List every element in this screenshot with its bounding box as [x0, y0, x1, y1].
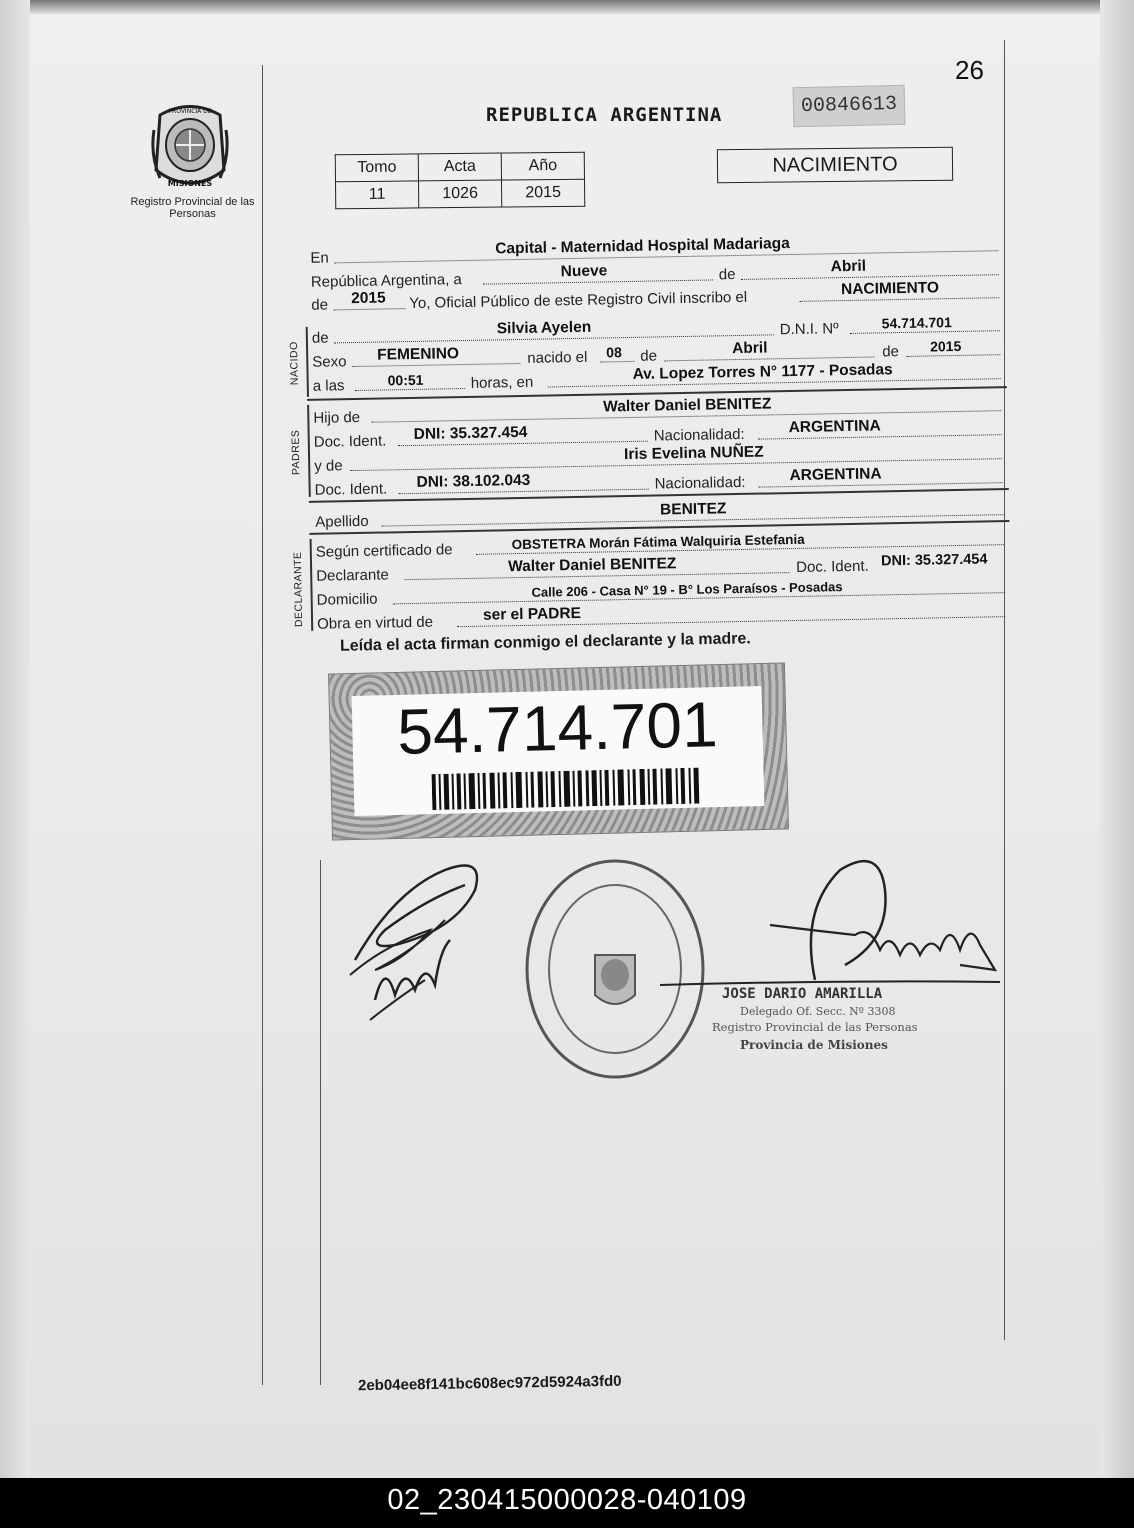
dni-value: 54.714.701 [881, 314, 952, 332]
label-yo-official: Yo, Oficial Público de este Registro Civil inscribo el [409, 288, 748, 313]
paper-edge-right [1100, 0, 1134, 1478]
footer-id: 02_230415000028-040109 [387, 1484, 747, 1516]
event-value: NACIMIENTO [840, 279, 940, 299]
label-segun: Según certificado de [315, 541, 453, 561]
footer-id-bar [0, 1478, 1134, 1528]
label-de: de [718, 266, 736, 284]
capacity-value: ser el PADRE [482, 604, 582, 624]
name-value: Silvia Ayelen [496, 318, 592, 338]
dni-sticker [328, 662, 789, 840]
dotted-line [600, 361, 634, 363]
country-title: REPUBLICA ARGENTINA [486, 104, 723, 126]
official-name: JOSE DARIO AMARILLA [722, 986, 883, 1002]
birth-record-form [287, 222, 1027, 635]
address-value: Calle 206 - Casa N° 19 - B° Los Paraísos - Posadas [531, 579, 843, 600]
label-hijo-de: Hijo de [313, 408, 361, 427]
place-value: Capital - Maternidad Hospital Madariaga [495, 235, 790, 258]
book-reference-table [335, 152, 586, 210]
birth-month-value: Abril [731, 339, 768, 358]
surname-value: BENITEZ [659, 500, 727, 519]
month-value: Abril [830, 257, 867, 276]
father-value: Walter Daniel BENITEZ [603, 395, 772, 416]
sex-value: FEMENINO [377, 345, 460, 364]
label-obra: Obra en virtud de [316, 613, 434, 633]
provincial-crest-icon [150, 100, 230, 192]
declarant-value: Walter Daniel BENITEZ [507, 555, 677, 576]
side-label-padres: PADRES [289, 429, 303, 476]
label-de-day: de [640, 347, 658, 365]
father-doc-value: DNI: 35.327.454 [413, 423, 528, 443]
birth-year-value: 2015 [930, 337, 962, 355]
official-province: Provincia de Misiones [740, 1038, 888, 1052]
father-nationality-value: ARGENTINA [788, 417, 881, 437]
mother-value: Iris Evelina NUÑEZ [623, 443, 764, 464]
svg-text:PROVINCIA DE: PROVINCIA DE [168, 108, 212, 115]
document-hash: 2eb04ee8f141bc608ec972d5924a3fd0 [357, 1372, 622, 1395]
serial-number: 00846613 [793, 85, 906, 128]
birth-day-value: 08 [606, 344, 622, 361]
official-signature [640, 850, 1020, 1000]
time-value: 00:51 [387, 371, 424, 389]
record-type-box: NACIMIENTO [717, 147, 953, 183]
label-domicilio: Domicilio [316, 590, 378, 609]
dotted-line [355, 388, 465, 391]
year-value: 2015 [351, 289, 386, 308]
label-de-name: de [311, 329, 329, 347]
acta-value: 1026 [419, 180, 502, 208]
label-y-de: y de [314, 457, 343, 475]
group-bracket [307, 405, 310, 497]
label-sexo: Sexo [312, 353, 347, 371]
label-nacido-el: nacido el [527, 348, 588, 367]
label-apellido: Apellido [315, 512, 369, 531]
mother-nationality-value: ARGENTINA [789, 465, 882, 485]
margin-line-inner [320, 860, 321, 1385]
dotted-line [333, 308, 405, 310]
label-de-year: de [311, 296, 329, 314]
dni-sticker-label [352, 686, 765, 816]
scan-top-shadow [0, 0, 1100, 14]
declarant-doc-value: DNI: 35.327.454 [880, 551, 988, 570]
ano-header: Año [501, 152, 584, 180]
label-doc-ident: Doc. Ident. [313, 432, 387, 451]
label-dni: D.N.I. Nº [779, 320, 839, 339]
label-de-month: de [882, 343, 900, 361]
crest-caption: Registro Provincial de las Personas [130, 196, 255, 220]
dotted-line [664, 356, 874, 361]
certificate-value: OBSTETRA Morán Fátima Walquiria Estefania [511, 531, 805, 553]
acta-header: Acta [418, 153, 501, 181]
label-en: En [310, 249, 329, 267]
label-nacionalidad: Nacionalidad: [653, 425, 745, 445]
ano-value: 2015 [501, 179, 584, 207]
declarant-signature [335, 850, 510, 1030]
tomo-header: Tomo [335, 154, 418, 182]
group-bracket [306, 327, 309, 397]
group-bracket [310, 539, 313, 631]
official-role: Delegado Of. Secc. Nº 3308 [740, 1005, 896, 1018]
page-number: 26 [955, 55, 984, 85]
dotted-line [850, 330, 1000, 334]
tomo-value: 11 [336, 181, 419, 209]
svg-text:MISIONES: MISIONES [167, 179, 213, 188]
side-label-nacido: NACIDO [287, 341, 301, 386]
label-nacionalidad: Nacionalidad: [654, 473, 746, 493]
margin-line-left [262, 65, 263, 1385]
dni-sticker-number: 54.714.701 [396, 688, 719, 768]
label-a-las: a las [312, 377, 345, 395]
barcode-icon [432, 768, 703, 811]
label-republica: República Argentina, a [310, 271, 462, 291]
day-words-value: Nueve [560, 262, 608, 281]
mother-doc-value: DNI: 38.102.043 [416, 471, 531, 491]
label-horas-en: horas, en [470, 373, 534, 392]
paper-edge-left [0, 0, 30, 1478]
side-label-declarante: DECLARANTE [291, 551, 306, 628]
birth-address-value: Av. Lopez Torres N° 1177 - Posadas [632, 361, 893, 383]
label-doc-ident-declarant: Doc. Ident. [796, 557, 869, 576]
label-doc-ident: Doc. Ident. [314, 480, 388, 499]
dotted-line [906, 354, 1000, 357]
official-office: Registro Provincial de las Personas [712, 1020, 918, 1034]
label-declarante: Declarante [316, 566, 389, 585]
signature-note: Leída el acta firman conmigo el declarante y la madre. [339, 630, 751, 655]
